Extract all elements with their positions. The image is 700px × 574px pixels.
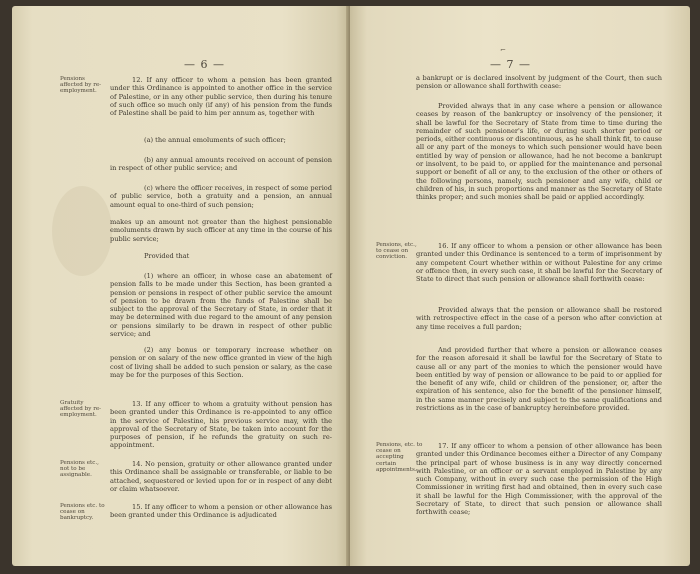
section-12-makes-up: makes up an amount not greater than the highest pensionable emoluments drawn by such officer at any time in the course of his public service; — [110, 218, 332, 243]
section-15-continued: a bankrupt or is declared insolvent by judgment of the Court, then such pension or allowance shall forthwith cease: — [416, 74, 662, 91]
section-17: 17. If any officer to whom a pension of other allowance has been granted under this Ordinance becomes either a Director of any Company the principal part of whose business is in any way directly concerned with Palestine, or an officer or a servant employed in Palestine by any such Company, without in every such case the permission of the High Commissioner in writing first had and obtained, then in every such case it shall be lawful for the High Commissioner, with the approval of the Secretary of State, to direct that such pension or allowance shall forthwith cease; — [416, 442, 662, 517]
section-12-intro: 12. If any officer to whom a pension has been granted under this Ordinance is appointed to another office in the service of Palestine, or in any other public service, then during his tenure of such office so much only (if any) of his pension from the funds of Palestine shall be paid to him per annum as, together with — [110, 76, 332, 118]
margin-note-pensions-not-assignable: Pensions etc., not to be assignable. — [60, 460, 99, 479]
section-16-proviso-1: Provided always that the pension or allowance shall be restored with retrospective effect in the case of a person who after conviction at any time receives a full pardon; — [416, 306, 662, 331]
page-number-right: — 7 — — [490, 58, 531, 71]
left-page — [12, 6, 350, 566]
section-12-proviso-1: (1) where an officer, in whose case an abatement of pension falls to be made under this Section, has been granted a pension or pensions in respect of other public service the amount of pension to be drawn from the funds of Palestine shall be subject to the approval of the Secretary of State, in order that it may be determined with due regard to the amount of any pension or pensions similarly to be drawn in respect of other public service; and — [110, 272, 332, 339]
margin-note-pensions-conviction: Pensions, etc., to cease on conviction. — [376, 242, 417, 261]
margin-note-gratuity-reemployment: Gratuity affected by re-employment. — [60, 400, 102, 419]
margin-note-pensions-reemployment: Pensions affected by re-employment. — [60, 76, 102, 95]
margin-note-pensions-bankruptcy: Pensions etc. to cease on bankruptcy. — [60, 503, 105, 522]
section-16-proviso-2: And provided further that where a pension or allowance ceases for the reason aforesaid it shall be lawful for the Secretary of State to cause all or any part of the monies to which the pensioner would have been entitled by way of pension or allowance to be paid to or applied for the benefit of any wife, child or children of the pensioner, or, after the expiration of his sentence, also for the benefit of the pensioner himself, in the same manner precisely and subject to the same qualifications and restrictions as in the case of bankruptcy hereinbefore provided. — [416, 346, 662, 413]
paper-stain — [52, 186, 112, 276]
section-15: 15. If any officer to whom a pension or other allowance has been granted under this Ordinance is adjudicated — [110, 503, 332, 520]
section-14: 14. No pension, gratuity or other allowance granted under this Ordinance shall be assignable or transferable, or liable to be attached, sequestered or levied upon for or in respect of any debt or claim whatsoever. — [110, 460, 332, 493]
staple-mark: ⌐ — [500, 46, 506, 54]
section-12-b: (b) any annual amounts received on account of pension in respect of other public service; and — [110, 156, 332, 173]
section-15-proviso: Provided always that in any case where a pension or allowance ceases by reason of the bankruptcy or insolvency of the pensioner, it shall be lawful for the Secretary of State from time to time during the remainder of such pensioner's life, or during such shorter period or periods, either continuous or discontinuous, as he shall think fit, to cause all or any part of the moneys to which such pensioner would have been entitled by way of pension or allowance, had he not become a bankrupt or insolvent, to be paid to, or applied for the maintenance and personal support or benefit of all or any, to the exclusion of the other or others of the following persons, namely, such pensioner and any wife, child or children of his, in such proportions and manner as the Secretary of State thinks proper; and such monies shall be paid or applied accordingly. — [416, 102, 662, 202]
section-16: 16. If any officer to whom a pension or other allowance has been granted under this Ordinance is sentenced to a term of imprisonment by any competent Court whether within or without Palestine for any crime or offence then, in every such case, it shall be lawful for the Secretary of State to direct that such pension or allowance shall forthwith cease: — [416, 242, 662, 284]
section-12-proviso-2: (2) any bonus or temporary increase whether on pension or on salary of the new office granted in view of the high cost of living shall be added to such pension or salary, as the case may be for the purposes of this Section. — [110, 346, 332, 379]
page-number-left: — 6 — — [184, 58, 225, 71]
margin-note-pensions-certain-appointments: Pensions, etc. to cease on accepting certain appointments. — [376, 442, 423, 473]
section-13: 13. If any officer to whom a gratuity without pension has been granted under this Ordinance is re-appointed to any office in the service of Palestine, his previous service may, with the approval of the Secretary of State, be taken into account for the purposes of pension, if he refunds the gratuity on such re-appointment. — [110, 400, 332, 450]
section-12-a: (a) the annual emoluments of such officer; — [144, 136, 286, 144]
provided-that: Provided that — [144, 252, 190, 260]
right-page — [350, 6, 690, 566]
section-12-c: (c) where the officer receives, in respect of some period of public service, both a gratuity and a pension, an annual amount equal to one-third of such pension; — [110, 184, 332, 209]
